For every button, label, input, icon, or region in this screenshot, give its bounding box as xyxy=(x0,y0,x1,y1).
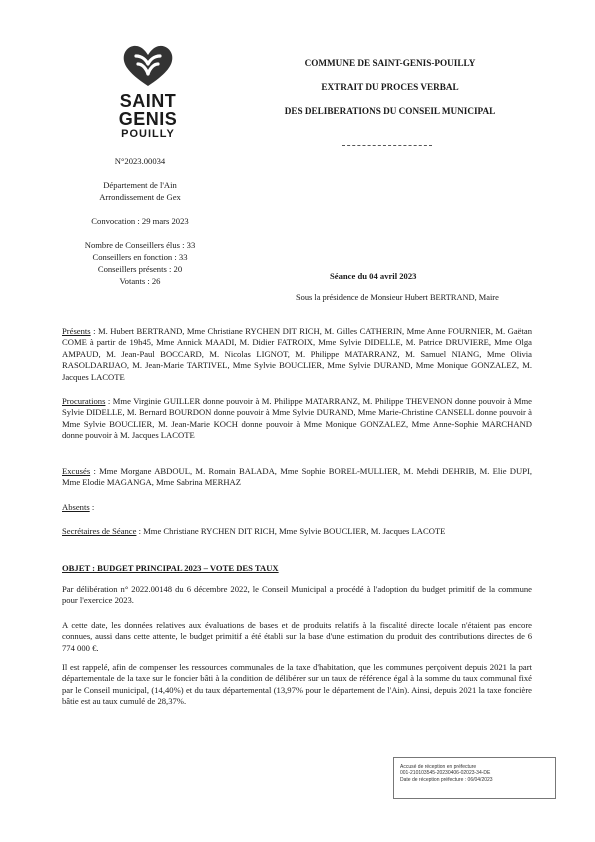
logo-text-genis: GENIS xyxy=(118,109,178,129)
deliberation-number: N°2023.00034 xyxy=(114,156,166,166)
body-paragraph-2: A cette date, les données relatives aux évaluations de bases et de produits relatifs à la fiscalité directe locale n'étaient pas encore connues, aussi dans cette attente, le budget primitif a été établi sur la base d'une estimation du produit des contributions directes de 6 774 000 €. xyxy=(62,620,532,653)
arrondissement: Arrondissement de Gex xyxy=(99,192,181,202)
stamp-line-2: 001-210103545-20230406-02023-34-DE xyxy=(400,770,491,777)
procurations-paragraph xyxy=(62,396,532,442)
body-paragraph-3: Il est rappelé, afin de compenser les ressources communales de la taxe d'habitation, que les communes perçoivent depuis 2021 la part départementale de la taxe sur le foncier bâti à la condition de délibérer sur un taux de référence égal à la somme du taux communal fixé par le Conseil municipal, (14,40%) et du taux départemental (13,97% pour le département de l'Ain). Ainsi, depuis 2021 la taxe foncière bâtie est au taux cumulé de 28,37%. xyxy=(62,662,532,707)
presents-label: Présents xyxy=(62,326,91,336)
conseillers-fonction: Conseillers en fonction : 33 xyxy=(92,252,188,262)
header-extrait: EXTRAIT DU PROCES VERBAL xyxy=(321,82,459,92)
seance-date: Séance du 04 avril 2023 xyxy=(330,271,417,281)
commune-logo xyxy=(110,44,186,140)
heart-logo-icon xyxy=(120,44,176,88)
absents-paragraph xyxy=(62,502,532,513)
absents-text: : xyxy=(89,502,95,512)
procurations-text: : Mme Virginie GUILLER donne pouvoir à M. Philippe MATARRANZ, M. Philippe THEVENON donne pouvoir à Mme Sylvie DIDELLE, M. Bernard BOURDON donne pouvoir à Mme Sylvie DURAND, Mme Marie-Christine CANSELL donne pouvoir à Mme Sylvie BOUCLIER, M. Jean-Marie KOCH donne pouvoir à Mme Monique GONZALEZ, Mme Anne-Sophie MARCHAND donne pouvoir à M. Jacques LACOTE xyxy=(62,396,532,441)
stamp-line-3: Date de réception préfecture : 06/04/2023 xyxy=(400,776,493,783)
procurations-label: Procurations xyxy=(62,396,106,406)
secretaires-text: : Mme Christiane RYCHEN DIT RICH, Mme Sylvie BOUCLIER, M. Jacques LACOTE xyxy=(136,526,446,536)
header-divider xyxy=(342,145,432,146)
body-paragraph-1: Par délibération n° 2022.00148 du 6 décembre 2022, le Conseil Municipal a procédé à l'adoption du budget primitif de la commune pour l'exercice 2023. xyxy=(62,584,532,606)
votants: Votants : 26 xyxy=(119,276,161,286)
presents-paragraph xyxy=(62,326,532,383)
excuses-label: Excusés xyxy=(62,466,91,476)
excuses-text: : Mme Morgane ABDOUL, M. Romain BALADA, Mme Sophie BOREL-MULLIER, M. Mehdi DEHRIB, M. Elie DUPI, Mme Elodie MAGANGA, Mme Sabrina MERHAZ xyxy=(62,466,532,488)
header-commune: COMMUNE DE SAINT-GENIS-POUILLY xyxy=(304,58,476,68)
presents-text: : M. Hubert BERTRAND, Mme Christiane RYCHEN DIT RICH, M. Gilles CATHERIN, Mme Anne FOURNIER, M. Gaëtan COME à partir de 19h45, Mme Annick MAADI, M. Didier FATROIX, Mme Sylvie DIDELLE, M. Patrice DRUVIERE, Mme Olga AMPAUD, M. Jean-Paul BOCCARD, M. Nicolas LIGNOT, M. Philippe MATARRANZ, M. Samuel NIANG, Mme Olivia RASOLDARIJAO, M. Jean-Marie TARTIVEL, Mme Sylvie BOUCLIER, Mme Sylvie DURAND, Mme Monique GONZALEZ, M. Jacques LACOTE xyxy=(62,326,532,382)
presidence: Sous la présidence de Monsieur Hubert BERTRAND, Maire xyxy=(296,293,499,302)
logo-text-pouilly: POUILLY xyxy=(121,128,175,140)
header-deliberations: DES DELIBERATIONS DU CONSEIL MUNICIPAL xyxy=(284,106,496,116)
convocation-date: Convocation : 29 mars 2023 xyxy=(91,216,189,226)
secretaires-paragraph xyxy=(62,526,532,537)
secretaires-label: Secrétaires de Séance xyxy=(62,526,137,536)
prefecture-stamp xyxy=(393,757,556,799)
conseillers-elus: Nombre de Conseillers élus : 33 xyxy=(84,240,196,250)
absents-label: Absents xyxy=(62,502,90,512)
objet-heading: OBJET : BUDGET PRINCIPAL 2023 – VOTE DES TAUX xyxy=(62,563,279,573)
conseillers-presents: Conseillers présents : 20 xyxy=(97,264,183,274)
departement: Département de l'Ain xyxy=(103,180,177,190)
stamp-line-1: Accusé de réception en préfecture xyxy=(400,764,477,770)
logo-text-saint: SAINT xyxy=(119,91,177,111)
excuses-paragraph xyxy=(62,466,532,489)
